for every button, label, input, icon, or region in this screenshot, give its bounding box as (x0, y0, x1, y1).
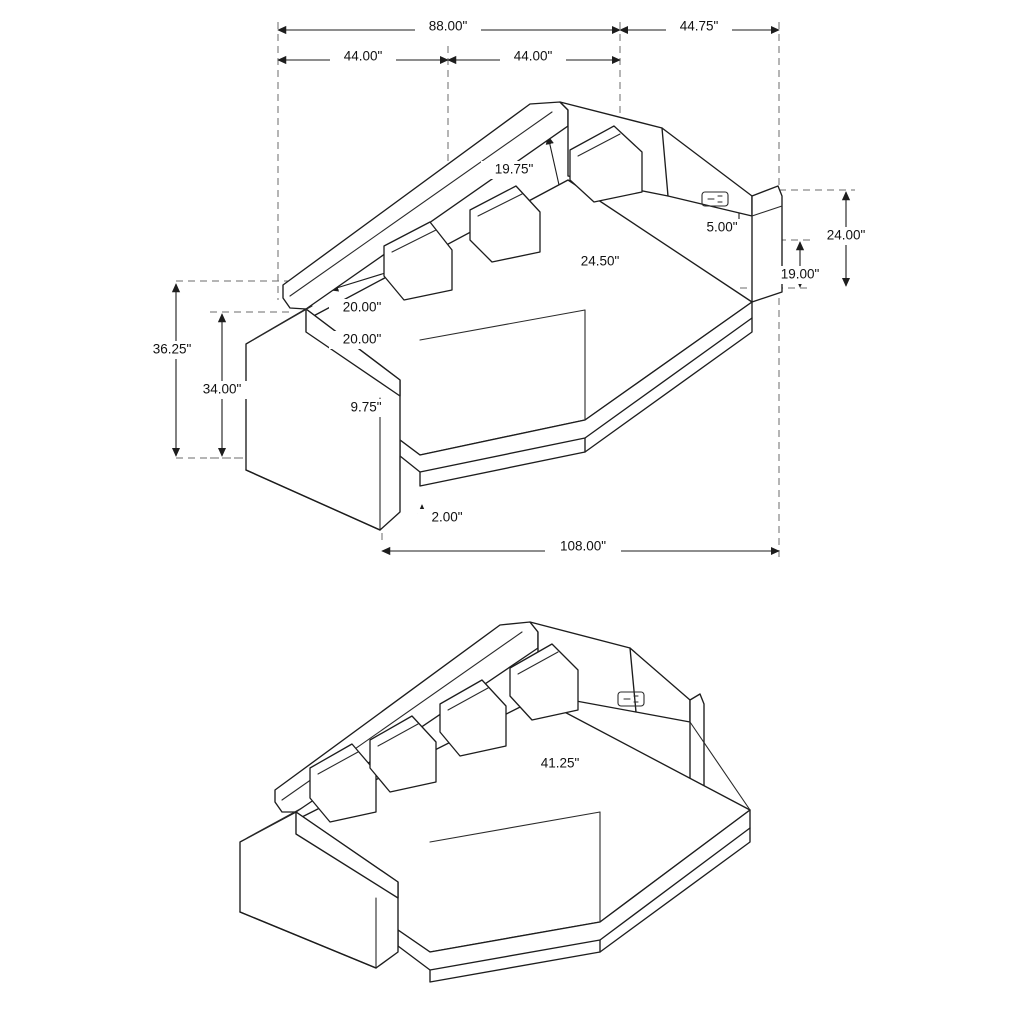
dimension-label-34: 34.00" (202, 381, 242, 397)
dimension-label-36-25: 36.25" (152, 341, 192, 357)
dimension-label-24-5: 24.50" (580, 253, 620, 269)
dimension-label-20-b: 20.00" (342, 331, 382, 347)
dimension-label-5: 5.00" (706, 219, 738, 235)
lower-view-group (240, 622, 750, 982)
dimension-label-19: 19.00" (780, 266, 820, 282)
dimension-label-2: 2.00" (431, 509, 463, 525)
dimension-label-20-a: 20.00" (342, 299, 382, 315)
dimension-label-24: 24.00" (826, 227, 866, 243)
dimension-label-44-left: 44.00" (343, 48, 383, 64)
dimension-label-44-75: 44.75" (679, 18, 719, 34)
dimension-label-41-25: 41.25" (540, 755, 580, 771)
dimension-label-88: 88.00" (428, 18, 468, 34)
upper-view-group (176, 22, 855, 560)
dimension-label-44-right: 44.00" (513, 48, 553, 64)
dimension-label-9-75: 9.75" (350, 399, 382, 415)
dimension-label-19-75: 19.75" (494, 161, 534, 177)
lower-sofa-bed-body (240, 622, 750, 982)
lower-dimension-labels (527, 755, 593, 773)
dimension-label-108: 108.00" (559, 538, 607, 554)
